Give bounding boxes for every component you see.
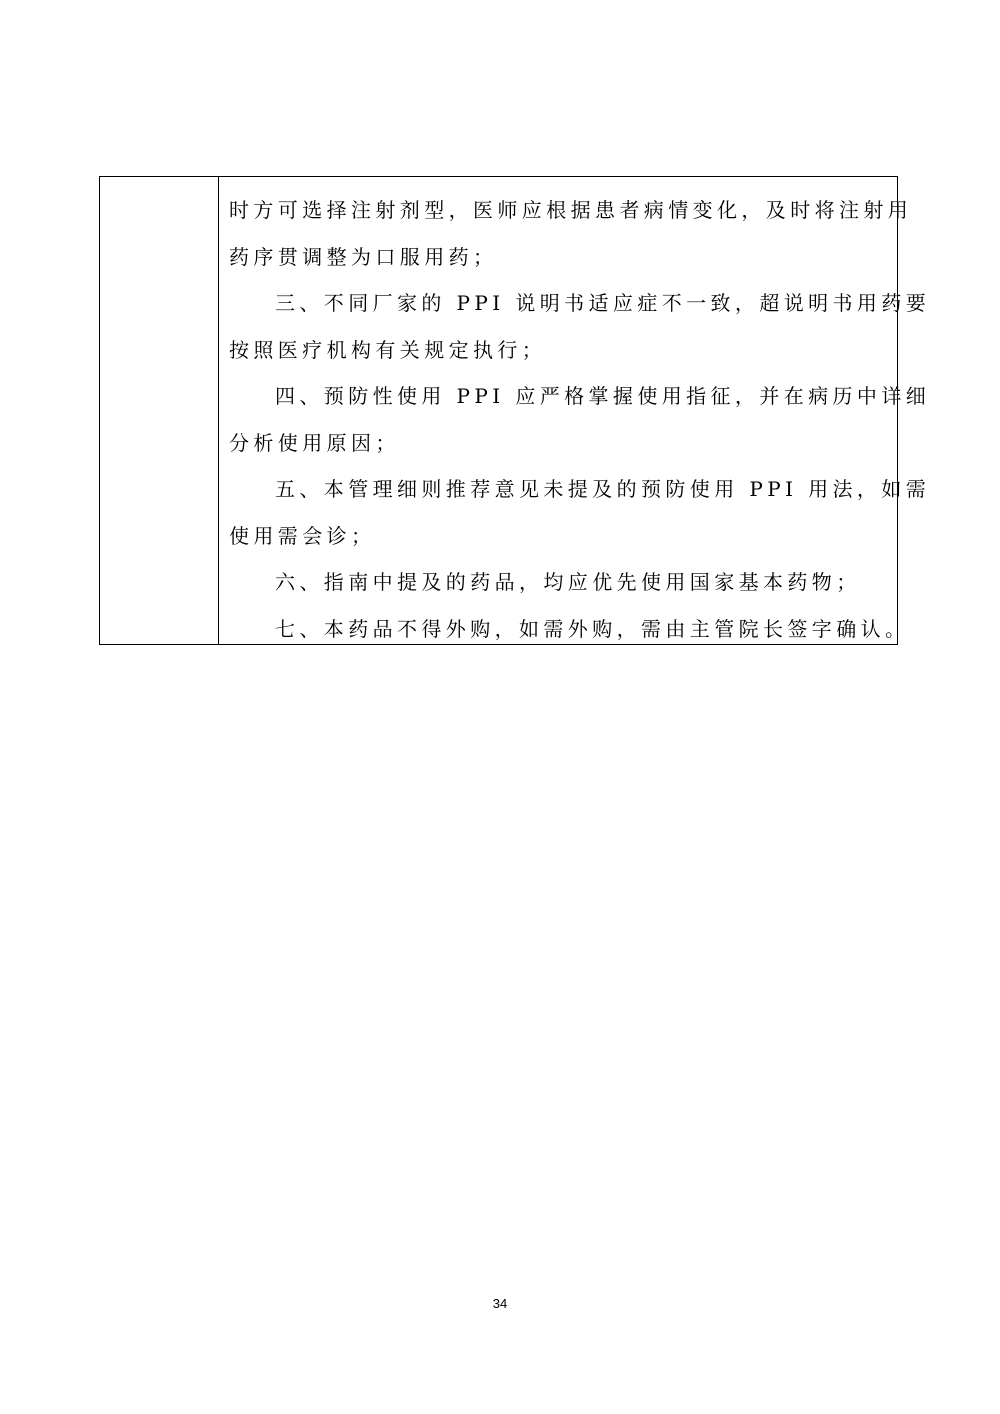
text-line-item-5: 五、本管理细则推荐意见未提及的预防使用 PPI 用法，如需 — [275, 477, 931, 501]
text-line-item-3: 三、不同厂家的 PPI 说明书适应症不一致，超说明书用药要 — [275, 291, 931, 315]
content-table — [99, 176, 931, 645]
text-line-item-7: 七、本药品不得外购，如需外购，需由主管院长签字确认。 — [275, 616, 910, 641]
text-line: 按照医疗机构有关规定执行； — [229, 337, 547, 362]
text-line: 时方可选择注射剂型，医师应根据患者病情变化，及时将注射用 — [229, 198, 913, 222]
text-line-item-4: 四、预防性使用 PPI 应严格掌握使用指征，并在病历中详细 — [275, 384, 931, 408]
text-line: 使用需会诊； — [229, 523, 376, 548]
text-line: 分析使用原因； — [229, 430, 400, 455]
page-number: 34 — [492, 1296, 508, 1311]
text-line-item-6: 六、指南中提及的药品，均应优先使用国家基本药物； — [275, 570, 861, 594]
table-left-cell — [100, 177, 219, 644]
text-line: 药序贯调整为口服用药； — [229, 244, 498, 269]
table-right-cell — [219, 177, 944, 644]
